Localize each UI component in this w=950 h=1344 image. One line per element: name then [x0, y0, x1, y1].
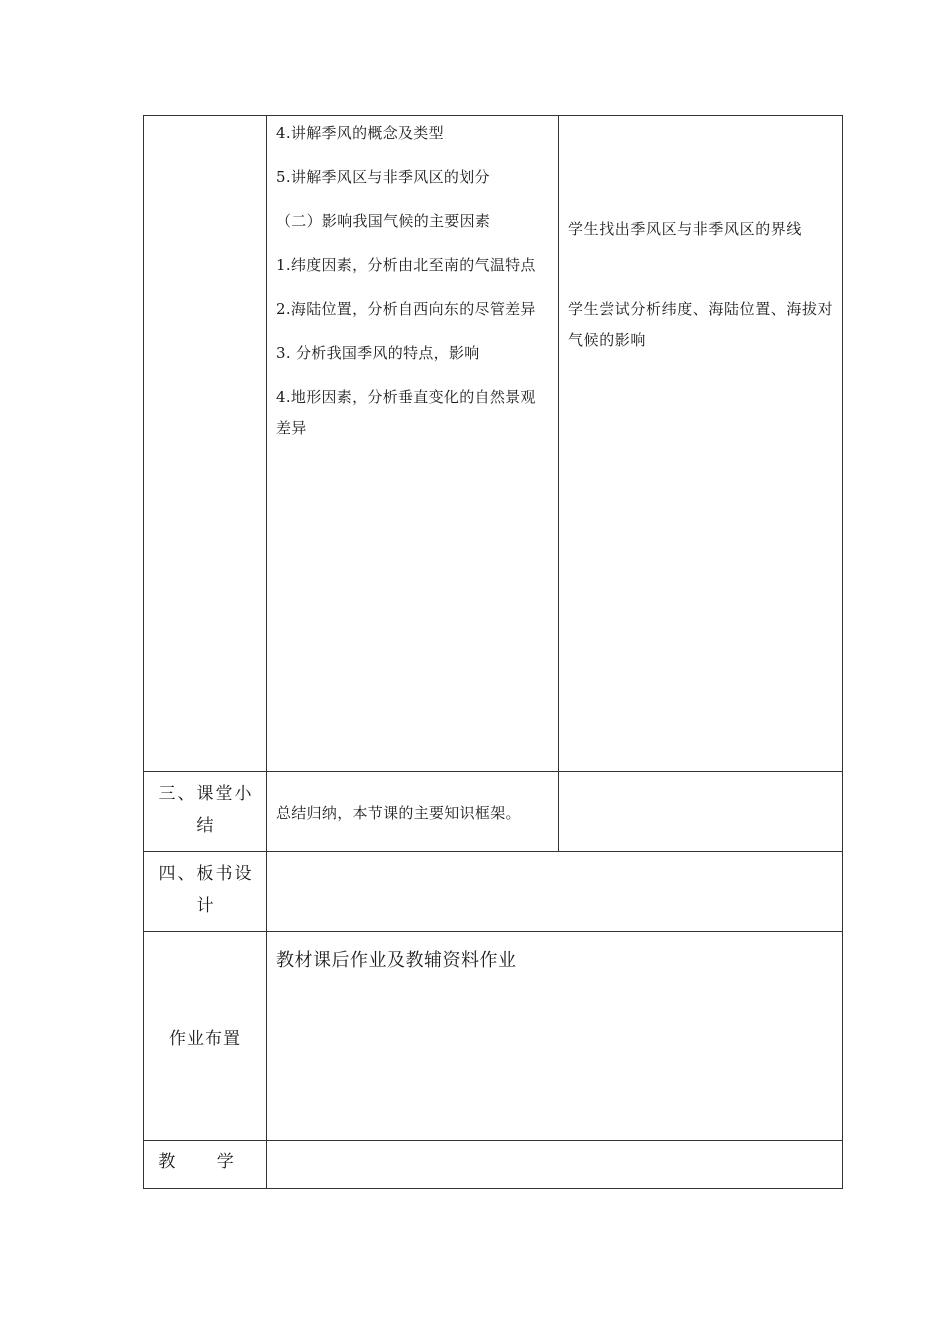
table-row-board-design: [144, 852, 843, 932]
homework-label: 作业布置: [144, 932, 267, 1141]
empty-label-cell: [144, 116, 267, 772]
teacher-step: （二）影响我国气候的主要因素: [276, 212, 491, 230]
student-activity: 学生尝试分析纬度、海陆位置、海拔对气候的影响: [568, 300, 834, 349]
table-row-homework: [144, 932, 843, 1141]
teacher-steps-cell: [267, 116, 559, 772]
reflection-label: 教 学: [158, 1152, 252, 1172]
lesson-plan-table: [143, 115, 843, 1189]
student-activity: 学生找出季风区与非季风区的界线: [568, 220, 803, 238]
teacher-step: 2.海陆位置，分析自西向东的尽管差异: [276, 300, 536, 318]
table-row-teaching-process: [144, 116, 843, 772]
teacher-step: 3. 分析我国季风的特点，影响: [276, 344, 480, 362]
student-activities-cell: [559, 116, 843, 772]
table-row-reflection: [144, 1141, 843, 1189]
homework-content: 教材课后作业及教辅资料作业: [267, 932, 843, 1141]
summary-content: 总结归纳，本节课的主要知识框架。: [267, 772, 559, 852]
board-label-cell: [144, 852, 267, 932]
board-content-cell: [267, 852, 843, 932]
teacher-step: 4.地形因素，分析垂直变化的自然景观差异: [276, 388, 536, 437]
reflection-label-cell: [144, 1141, 267, 1189]
summary-empty-cell: [559, 772, 843, 852]
teacher-step: 1.纬度因素，分析由北至南的气温特点: [276, 256, 536, 274]
board-label: 四、板书设计: [158, 864, 254, 916]
teacher-step: 5.讲解季风区与非季风区的划分: [276, 168, 490, 186]
table-row-summary: [144, 772, 843, 852]
summary-label: 三、课堂小结: [158, 784, 254, 836]
summary-label-cell: [144, 772, 267, 852]
reflection-content-cell: [267, 1141, 843, 1189]
teacher-step: 4.讲解季风的概念及类型: [276, 124, 444, 142]
